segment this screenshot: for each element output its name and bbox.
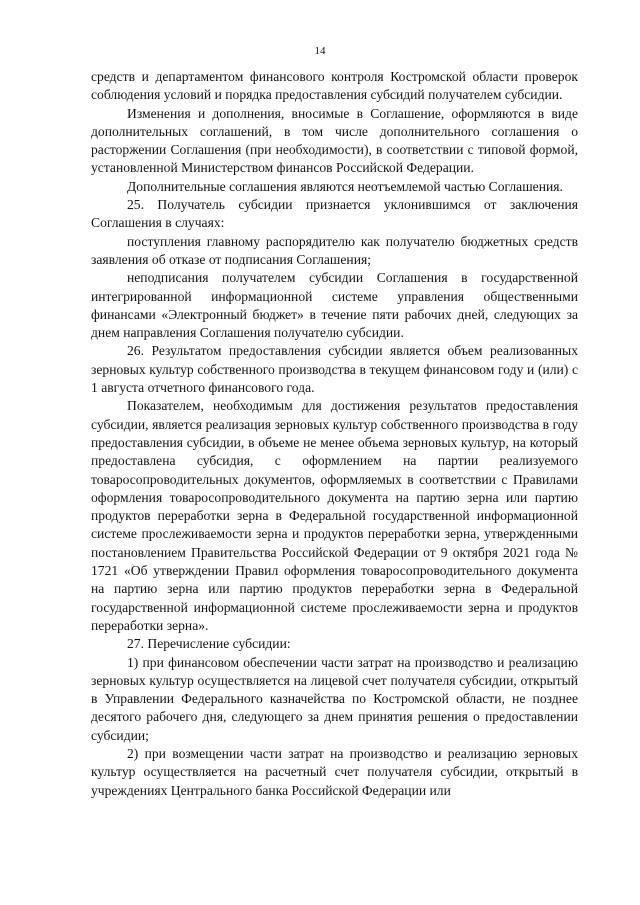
paragraph-clause-27: 27. Перечисление субсидии: — [127, 636, 291, 652]
paragraph: Дополнительные соглашения являются неотъемлемой частью Соглашения. — [127, 178, 563, 194]
document-body — [91, 68, 578, 800]
paragraph: поступления главному распорядителю как получателю бюджетных средств заявления об отказе от подписания Соглашения; — [91, 233, 578, 267]
page-number: 14 — [314, 45, 326, 57]
paragraph-clause-25: 25. Получатель субсидии признается уклонившимся от заключения Соглашения в случаях: — [91, 197, 578, 231]
paragraph: неподписания получателем субсидии Соглашения в государственной интегрированной информационной системе управления общественными финансами «Электронный бюджет» в течение пяти рабочих дней, следующих за днем направления Соглашения получателю субсидии. — [91, 270, 578, 341]
paragraph-item-1: 1) при финансовом обеспечении части затрат на производство и реализацию зерновых культур осуществляется на лицевой счет получателя субсидии, открытый в Управлении Федерального казначейства по Костромской области, не позднее десятого рабочего дня, следующего за днем принятия решения о предоставлении субсидии; — [91, 654, 578, 743]
paragraph: средств и департаментом финансового контроля Костромской области проверок соблюдения условий и порядка предоставления субсидий получателем субсидии. — [91, 69, 578, 103]
paragraph: Показателем, необходимым для достижения результатов предоставления субсидии, является реализация зерновых культур собственного производства в году предоставления субсидии, в объеме не менее объема зерновых культур, на который предоставлена субсидия, с оформлением на партии реализуемого товаросопроводительных документов, оформляемых в соответствии с Правилами оформления товаросопроводительного документа на партию зерна или партию продуктов переработки зерна в Федеральной государственной информационной системе прослеживаемости зерна и продуктов переработки зерна, утвержденными постановлением Правительства Российской Федерации от 9 октября 2021 года № 1721 «Об утверждении Правил оформления товаросопроводительного документа на партию зерна или партию продуктов переработки зерна в Федеральной государственной информационной системе прослеживаемости зерна и продуктов переработки зерна». — [91, 398, 578, 633]
paragraph-item-2: 2) при возмещении части затрат на производство и реализацию зерновых культур осуществляется на расчетный счет получателя субсидии, открытый в учреждениях Центрального банка Российской Федерации или — [91, 745, 578, 798]
paragraph-clause-26: 26. Результатом предоставления субсидии является объем реализованных зерновых культур собственного производства в текущем финансовом году и (или) с 1 августа отчетного финансового года. — [91, 343, 578, 396]
paragraph: Изменения и дополнения, вносимые в Соглашение, оформляются в виде дополнительных соглашений, в том числе дополнительного соглашения о расторжении Соглашения (при необходимости), в соответствии с типовой формой, установленной Министерством финансов Российской Федерации. — [91, 105, 578, 176]
